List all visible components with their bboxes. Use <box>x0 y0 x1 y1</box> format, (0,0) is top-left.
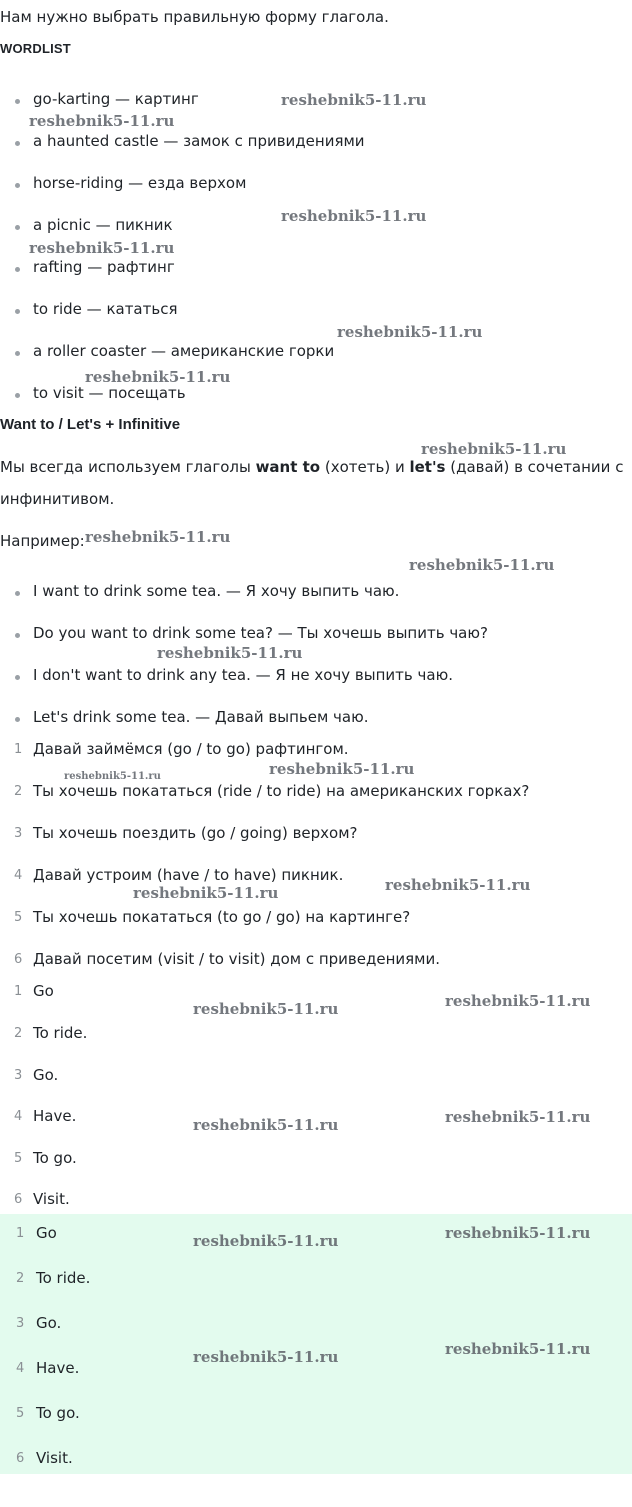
list-item-text: a picnic — пикник <box>33 216 173 234</box>
bullet-icon <box>15 633 20 638</box>
watermark: reshebnik5-11.ru <box>193 1116 339 1134</box>
item-text: To ride. <box>33 1024 88 1042</box>
list-item-text: a roller coaster — американские горки <box>33 342 335 360</box>
item-text: Go <box>36 1224 57 1242</box>
item-number: 5 <box>16 1406 25 1421</box>
bullet-icon <box>15 351 20 356</box>
watermark: reshebnik5-11.ru <box>445 1224 591 1242</box>
grammar-text-part: Мы всегда используем глаголы <box>0 458 256 476</box>
watermark: reshebnik5-11.ru <box>64 771 161 782</box>
watermark: reshebnik5-11.ru <box>29 239 175 257</box>
list-item-text: I don't want to drink any tea. — Я не хочу выпить чаю. <box>33 666 453 684</box>
list-item-text: a haunted castle — замок с привидениями <box>33 132 365 150</box>
bullet-icon <box>15 717 20 722</box>
item-text: To go. <box>36 1404 80 1422</box>
watermark: reshebnik5-11.ru <box>337 323 483 341</box>
watermark: reshebnik5-11.ru <box>281 207 427 225</box>
watermark: reshebnik5-11.ru <box>445 1340 591 1358</box>
bullet-icon <box>15 99 20 104</box>
item-text: Visit. <box>33 1190 70 1208</box>
list-item-text: Do you want to drink some tea? — Ты хочешь выпить чаю? <box>33 624 488 642</box>
list-item-text: I want to drink some tea. — Я хочу выпить чаю. <box>33 582 400 600</box>
item-number: 5 <box>14 1151 23 1166</box>
grammar-keyword-lets: let's <box>409 458 446 476</box>
item-number: 5 <box>14 910 23 925</box>
item-number: 1 <box>14 742 23 757</box>
watermark: reshebnik5-11.ru <box>445 1108 591 1126</box>
list-item-text: rafting — рафтинг <box>33 258 175 276</box>
item-number: 1 <box>14 984 23 999</box>
item-number: 6 <box>14 1192 23 1207</box>
grammar-text-line2: инфинитивом. <box>0 490 115 508</box>
item-number: 2 <box>14 1026 23 1041</box>
watermark: reshebnik5-11.ru <box>193 1348 339 1366</box>
grammar-text-part: (хотеть) и <box>320 458 410 476</box>
grammar-title: Want to / Let's + Infinitive <box>0 416 181 433</box>
item-text: Visit. <box>36 1449 73 1467</box>
watermark: reshebnik5-11.ru <box>29 112 175 130</box>
item-number: 4 <box>14 1109 23 1124</box>
watermark: reshebnik5-11.ru <box>193 1000 339 1018</box>
item-number: 6 <box>14 952 23 967</box>
watermark: reshebnik5-11.ru <box>193 1232 339 1250</box>
item-text: To go. <box>33 1149 77 1167</box>
wordlist-title: WORDLIST <box>0 41 71 56</box>
item-number: 3 <box>16 1316 25 1331</box>
item-text: Давай устроим (have / to have) пикник. <box>33 866 344 884</box>
bullet-icon <box>15 309 20 314</box>
intro-text: Нам нужно выбрать правильную форму глагола. <box>0 8 389 26</box>
item-number: 1 <box>16 1226 25 1241</box>
watermark: reshebnik5-11.ru <box>385 876 531 894</box>
item-number: 2 <box>14 784 23 799</box>
list-item-text: to visit — посещать <box>33 384 186 402</box>
watermark: reshebnik5-11.ru <box>157 644 303 662</box>
bullet-icon <box>15 183 20 188</box>
list-item-text: horse-riding — езда верхом <box>33 174 247 192</box>
item-text: Ты хочешь покататься (to go / go) на картинге? <box>33 908 411 926</box>
item-text: Have. <box>36 1359 80 1377</box>
item-number: 6 <box>16 1451 25 1466</box>
bullet-icon <box>15 225 20 230</box>
bullet-icon <box>15 141 20 146</box>
bullet-icon <box>15 267 20 272</box>
item-text: Давай посетим (visit / to visit) дом с приведениями. <box>33 950 440 968</box>
watermark: reshebnik5-11.ru <box>85 368 231 386</box>
grammar-text-line1 <box>0 458 623 476</box>
item-number: 4 <box>14 868 23 883</box>
watermark: reshebnik5-11.ru <box>85 528 231 546</box>
item-text: Go. <box>33 1066 59 1084</box>
watermark: reshebnik5-11.ru <box>269 760 415 778</box>
example-label: Например: <box>0 532 85 550</box>
watermark: reshebnik5-11.ru <box>409 556 555 574</box>
item-text: To ride. <box>36 1269 91 1287</box>
item-text: Have. <box>33 1107 77 1125</box>
grammar-text-part: (давай) в сочетании с <box>445 458 624 476</box>
item-number: 2 <box>16 1271 25 1286</box>
bullet-icon <box>15 393 20 398</box>
watermark: reshebnik5-11.ru <box>445 992 591 1010</box>
item-text: Ты хочешь поездить (go / going) верхом? <box>33 824 358 842</box>
item-number: 3 <box>14 1068 23 1083</box>
watermark: reshebnik5-11.ru <box>421 440 567 458</box>
bullet-icon <box>15 675 20 680</box>
watermark: reshebnik5-11.ru <box>281 91 427 109</box>
grammar-keyword-want-to: want to <box>255 458 321 476</box>
item-number: 4 <box>16 1361 25 1376</box>
item-text: Ты хочешь покататься (ride / to ride) на американских горках? <box>33 782 530 800</box>
list-item-text: go-karting — картинг <box>33 90 199 108</box>
item-text: Go. <box>36 1314 62 1332</box>
list-item-text: to ride — кататься <box>33 300 178 318</box>
item-number: 3 <box>14 826 23 841</box>
watermark: reshebnik5-11.ru <box>133 884 279 902</box>
bullet-icon <box>15 591 20 596</box>
list-item-text: Let's drink some tea. — Давай выпьем чаю. <box>33 708 369 726</box>
item-text: Давай займёмся (go / to go) рафтингом. <box>33 740 349 758</box>
item-text: Go <box>33 982 54 1000</box>
